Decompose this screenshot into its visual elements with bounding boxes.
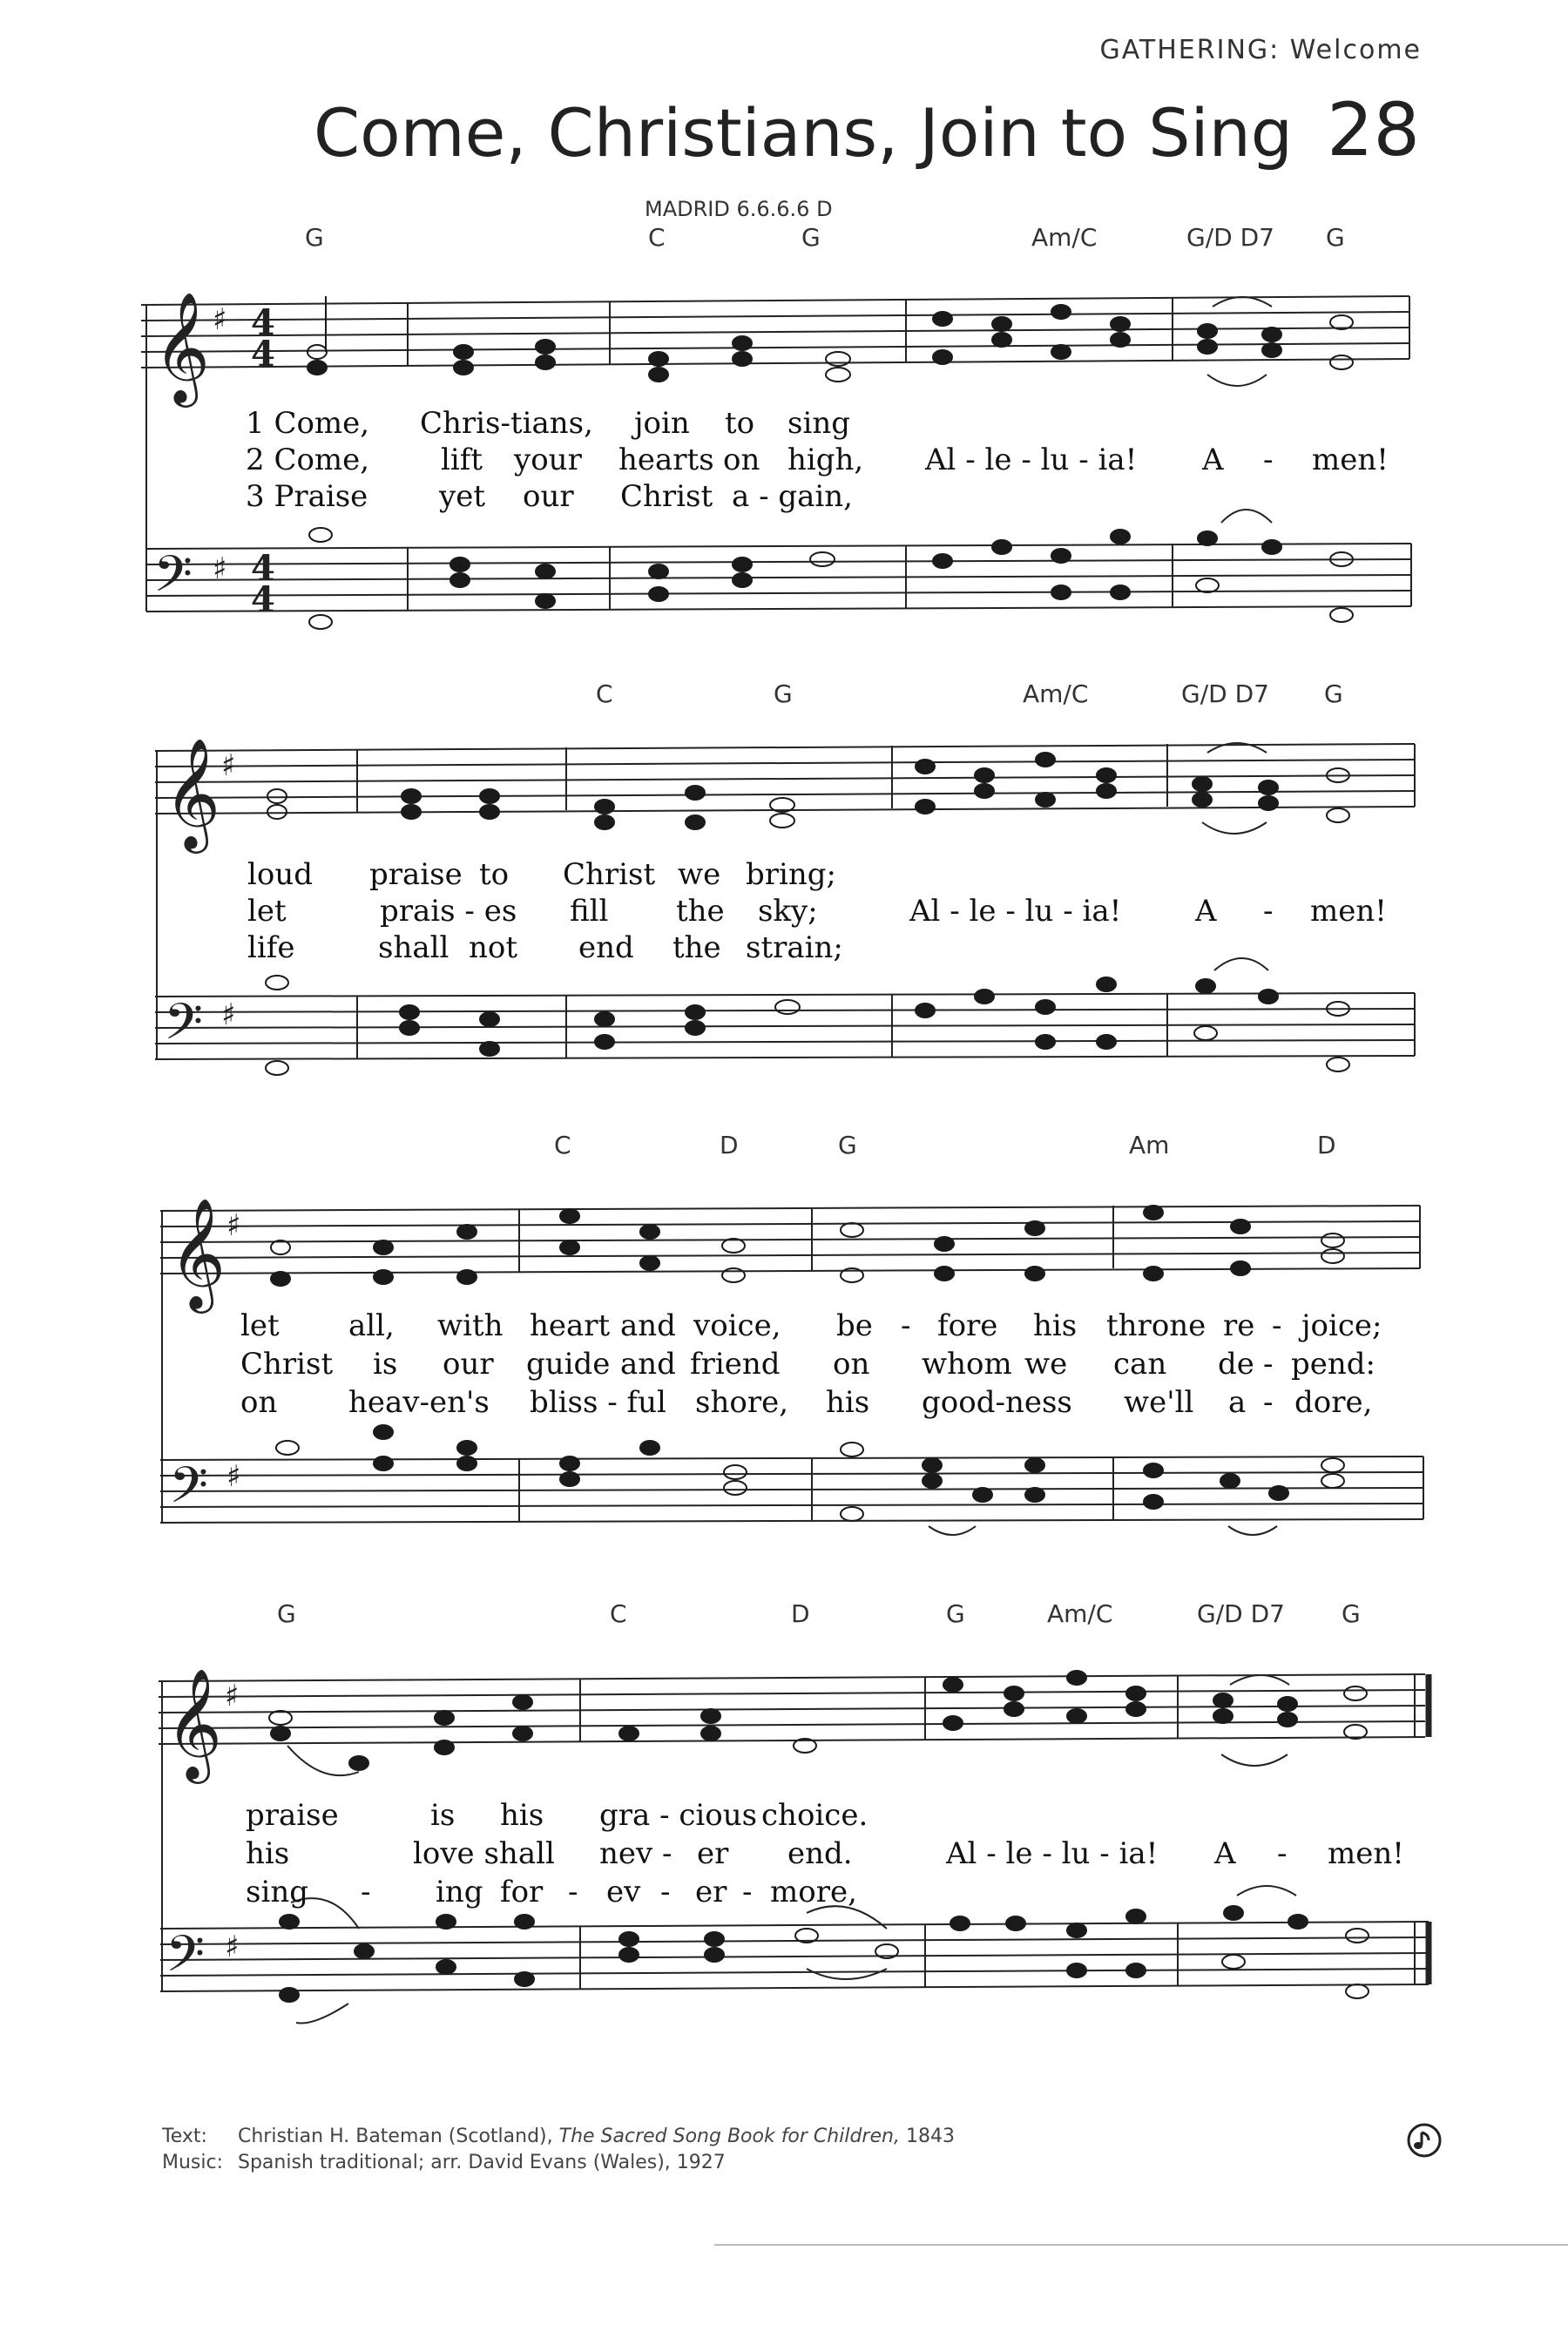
lyric: nev — [599, 1836, 653, 1871]
staff-bass-2 — [155, 993, 1415, 1059]
lyric: loud — [247, 857, 314, 892]
staff-bass-4 — [160, 1922, 1429, 1991]
staff-bass-3 — [160, 1456, 1423, 1523]
lyric: joice; — [1301, 1308, 1382, 1343]
lyric: we'll — [1124, 1385, 1194, 1420]
lyric: we — [1024, 1347, 1068, 1382]
lyric: Al - le - lu - ia! — [925, 443, 1138, 477]
lyric: lift — [441, 443, 483, 477]
section-label: GATHERING: Welcome — [1099, 35, 1422, 65]
lyric: re — [1223, 1308, 1255, 1343]
lyric: yet — [439, 479, 485, 514]
lyric: A — [1195, 894, 1217, 929]
lyric: the — [676, 894, 725, 929]
lyric: life — [247, 930, 295, 965]
lyric: pend: — [1291, 1347, 1376, 1382]
lyric: hearts — [618, 443, 714, 477]
lyric: his — [826, 1385, 870, 1420]
chord: G — [1324, 679, 1343, 708]
audio-disc-icon — [1406, 2122, 1443, 2159]
sharp: ♯ — [221, 748, 236, 783]
lyric: 1 Come, — [246, 406, 370, 441]
lyric: shall — [378, 930, 449, 965]
lyric: sky; — [758, 894, 818, 929]
lyric: to — [479, 857, 510, 892]
staff-treble-1 — [141, 296, 1409, 368]
chord: C — [648, 223, 666, 252]
lyric: your — [514, 443, 582, 477]
chord: D — [720, 1131, 739, 1159]
chord: Am/C — [1023, 679, 1089, 708]
lyric: - — [901, 1308, 911, 1343]
staff-treble-4 — [159, 1674, 1425, 1744]
bass-clef: 𝄢 — [169, 1456, 209, 1527]
lyric: and — [620, 1308, 676, 1343]
lyric: on — [723, 443, 760, 477]
lyric: let — [247, 894, 287, 929]
lyric: shore, — [695, 1385, 788, 1420]
lyric: good-ness — [922, 1385, 1072, 1420]
lyric: er — [695, 1875, 727, 1909]
time-signature: 4 — [251, 334, 275, 375]
lyric: high, — [787, 443, 864, 477]
lyric: men! — [1310, 894, 1387, 929]
lyric: the — [672, 930, 721, 965]
lyric: can — [1113, 1347, 1167, 1382]
lyric: - — [1263, 894, 1274, 929]
lyric: guide — [526, 1347, 611, 1382]
lyric: strain; — [746, 930, 843, 965]
lyric: dore, — [1294, 1385, 1373, 1420]
lyric: our — [523, 479, 574, 514]
lyric: - — [1277, 1836, 1288, 1871]
text-author: Christian H. Bateman (Scotland), — [238, 2126, 553, 2147]
lyric: for — [500, 1875, 544, 1909]
chord: G — [838, 1131, 857, 1159]
lyric: join — [634, 406, 690, 441]
lyric: - — [662, 1836, 672, 1871]
chord: Am — [1129, 1131, 1170, 1159]
chord: G — [774, 679, 793, 708]
chord: Am/C — [1047, 1599, 1113, 1628]
chord: Am/C — [1031, 223, 1098, 252]
lyric: a - gain, — [732, 479, 853, 514]
time-signature: 4 — [251, 302, 275, 343]
lyric: praise — [246, 1798, 339, 1833]
lyric: heav-en's — [348, 1385, 490, 1420]
lyric: Al - le - lu - ia! — [946, 1836, 1159, 1871]
lyric: on — [240, 1385, 278, 1420]
lyric: whom — [922, 1347, 1012, 1382]
lyric: Christ — [240, 1347, 334, 1382]
sharp: ♯ — [226, 1208, 241, 1243]
lyric: A — [1202, 443, 1224, 477]
lyric: end — [578, 930, 634, 965]
lyric: Christ — [620, 479, 713, 514]
text-label: Text: — [162, 2126, 207, 2147]
lyric: fill — [570, 894, 609, 929]
lyric: men! — [1312, 443, 1389, 477]
lyric: sing — [787, 406, 850, 441]
lyric: on — [833, 1347, 870, 1382]
lyric: is — [430, 1798, 456, 1833]
sharp: ♯ — [226, 1459, 241, 1494]
lyric: and — [620, 1347, 676, 1382]
sharp: ♯ — [225, 1930, 240, 1964]
chord: G — [946, 1599, 965, 1628]
lyric: heart — [530, 1308, 611, 1343]
lyric: sing — [246, 1875, 308, 1909]
lyric: - — [1263, 1347, 1274, 1382]
chord: C — [554, 1131, 571, 1159]
text-year: 1843 — [905, 2126, 955, 2147]
lyric: we — [678, 857, 721, 892]
lyric: be — [836, 1308, 873, 1343]
lyric: gra - cious — [599, 1798, 758, 1833]
sharp: ♯ — [221, 997, 236, 1032]
lyric: praise — [369, 857, 463, 892]
chord: C — [596, 679, 613, 708]
lyric: love shall — [413, 1836, 555, 1871]
lyric: with — [437, 1308, 504, 1343]
chord: D — [1317, 1131, 1336, 1159]
lyric: er — [697, 1836, 729, 1871]
music-label: Music: — [162, 2152, 224, 2173]
lyric: - — [568, 1875, 578, 1909]
lyric: men! — [1328, 1836, 1404, 1871]
chord: G/D D7 — [1181, 679, 1269, 708]
lyric: fore — [937, 1308, 998, 1343]
chord: D — [791, 1599, 810, 1628]
treble-clef: 𝄞 — [164, 737, 221, 848]
lyric: bliss - ful — [530, 1385, 666, 1420]
treble-clef: 𝄞 — [153, 291, 211, 402]
lyric: our — [443, 1347, 494, 1382]
treble-clef: 𝄞 — [169, 1197, 226, 1308]
music-value: Spanish traditional; arr. David Evans (Wales), 1927 — [238, 2152, 726, 2173]
sharp: ♯ — [213, 551, 227, 586]
lyric: ev — [606, 1875, 641, 1909]
tune-name: MADRID 6.6.6.6 D — [645, 197, 833, 221]
time-signature: 4 — [251, 579, 275, 620]
music-credit — [162, 2150, 955, 2176]
staff-treble-3 — [160, 1206, 1420, 1274]
divider — [714, 2244, 1568, 2246]
lyric: his — [246, 1836, 290, 1871]
lyric: let — [240, 1308, 280, 1343]
lyric: end. — [787, 1836, 853, 1871]
lyric: his — [500, 1798, 544, 1833]
hymn-number: 28 — [1327, 87, 1420, 172]
lyric: voice, — [693, 1308, 781, 1343]
lyric: de — [1218, 1347, 1254, 1382]
chord: C — [610, 1599, 627, 1628]
bass-clef: 𝄢 — [166, 1924, 206, 1996]
lyric: not — [469, 930, 518, 965]
chord: G — [305, 223, 324, 252]
text-source: The Sacred Song Book for Children, — [558, 2126, 900, 2147]
treble-clef: 𝄞 — [166, 1667, 223, 1779]
lyric: Christ — [563, 857, 656, 892]
lyric: - — [1272, 1308, 1282, 1343]
lyric: - — [742, 1875, 753, 1909]
lyric: his — [1033, 1308, 1078, 1343]
lyric: - — [660, 1875, 671, 1909]
lyric: Al - le - lu - ia! — [909, 894, 1122, 929]
credits — [162, 2124, 955, 2176]
bass-clef: 𝄢 — [153, 544, 193, 616]
time-signature: 4 — [251, 548, 275, 589]
chord: G — [801, 223, 821, 252]
lyric: throne — [1106, 1308, 1206, 1343]
lyric: prais - es — [380, 894, 517, 929]
text-credit — [162, 2124, 955, 2150]
hymn-title: Come, Christians, Join to Sing — [314, 94, 1294, 172]
chord: G/D D7 — [1197, 1599, 1285, 1628]
lyric: bring; — [746, 857, 837, 892]
staff-bass-1 — [146, 544, 1411, 612]
lyric: Chris-tians, — [420, 406, 593, 441]
sharp: ♯ — [225, 1679, 240, 1713]
chord: G — [277, 1599, 296, 1628]
lyric: to — [725, 406, 755, 441]
bass-clef: 𝄢 — [164, 992, 204, 1064]
lyric: ing — [436, 1875, 483, 1909]
lyric: choice. — [761, 1798, 868, 1833]
chord: G — [1326, 223, 1345, 252]
lyric: - — [1263, 443, 1274, 477]
lyric: - — [1263, 1385, 1274, 1420]
lyric: all, — [348, 1308, 395, 1343]
lyric: is — [373, 1347, 398, 1382]
lyric: more, — [770, 1875, 857, 1909]
sharp: ♯ — [213, 302, 227, 337]
lyric: a — [1228, 1385, 1247, 1420]
lyric: - — [361, 1875, 371, 1909]
chord: G — [1342, 1599, 1361, 1628]
chord: G/D D7 — [1186, 223, 1274, 252]
lyric: 3 Praise — [246, 479, 368, 514]
lyric: friend — [690, 1347, 781, 1382]
lyric: A — [1214, 1836, 1236, 1871]
staff-treble-2 — [155, 744, 1415, 814]
lyric: 2 Come, — [246, 443, 370, 477]
